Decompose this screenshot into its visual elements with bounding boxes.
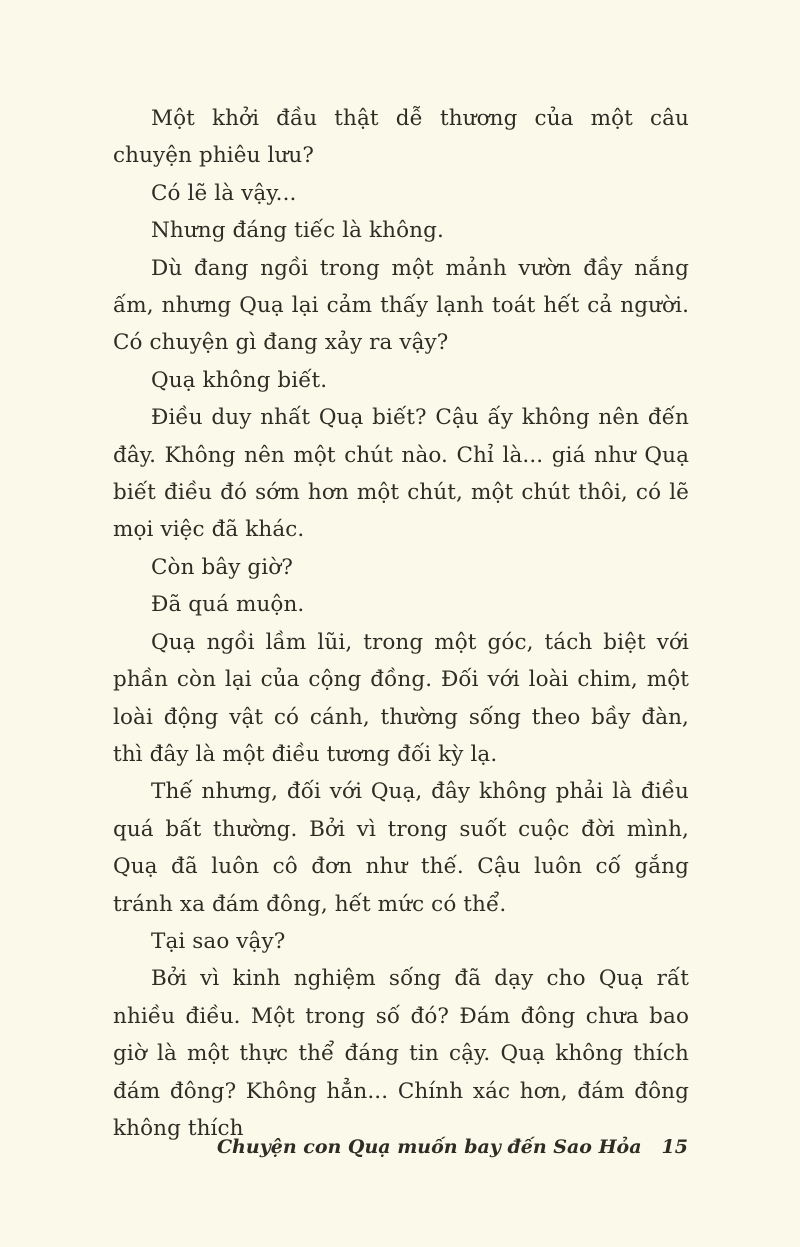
paragraph: Đã quá muộn. <box>151 592 305 618</box>
paragraph: Điều duy nhất Quạ biết? Cậu ấy không nên đến đây. Không nên một chút nào. Chỉ là... giá như Quạ biết điều đó sớm hơn một chút, một chút thôi, có lẽ mọi việc đã khác. <box>113 405 689 543</box>
paragraph: Quạ không biết. <box>151 367 328 393</box>
running-book-title: Chuyện con Quạ muốn bay đến Sao Hỏa <box>216 1136 642 1158</box>
paragraph: Dù đang ngồi trong một mảnh vườn đầy nắng ấm, nhưng Quạ lại cảm thấy lạnh toát hết cả người. Có chuyện gì đang xảy ra vậy? <box>113 255 689 356</box>
paragraph: Thế nhưng, đối với Quạ, đây không phải là điều quá bất thường. Bởi vì trong suốt cuộc đời mình, Quạ đã luôn cô đơn như thế. Cậu luôn cố gắng tránh xa đám đông, hết mức có thể. <box>113 779 689 917</box>
paragraph: Nhưng đáng tiếc là không. <box>151 218 444 244</box>
paragraph: Tại sao vậy? <box>151 928 286 954</box>
page-number: 15 <box>661 1136 688 1158</box>
paragraph: Còn bây giờ? <box>151 554 293 580</box>
paragraph: Một khởi đầu thật dễ thương của một câu chuyện phiêu lưu? <box>113 106 689 169</box>
paragraph: Có lẽ là vậy... <box>151 180 297 206</box>
body-text <box>113 100 689 1147</box>
paragraph: Bởi vì kinh nghiệm sống đã dạy cho Quạ rất nhiều điều. Một trong số đó? Đám đông chưa bao giờ là một thực thể đáng tin cậy. Quạ không thích đám đông? Không hẳn... Chính xác hơn, đám đông không thích <box>113 966 689 1141</box>
page-footer <box>217 1136 688 1158</box>
paragraph: Quạ ngồi lầm lũi, trong một góc, tách biệt với phần còn lại của cộng đồng. Đối với loài chim, một loài động vật có cánh, thường sống theo bầy đàn, thì đây là một điều tương đối kỳ lạ. <box>113 629 689 767</box>
